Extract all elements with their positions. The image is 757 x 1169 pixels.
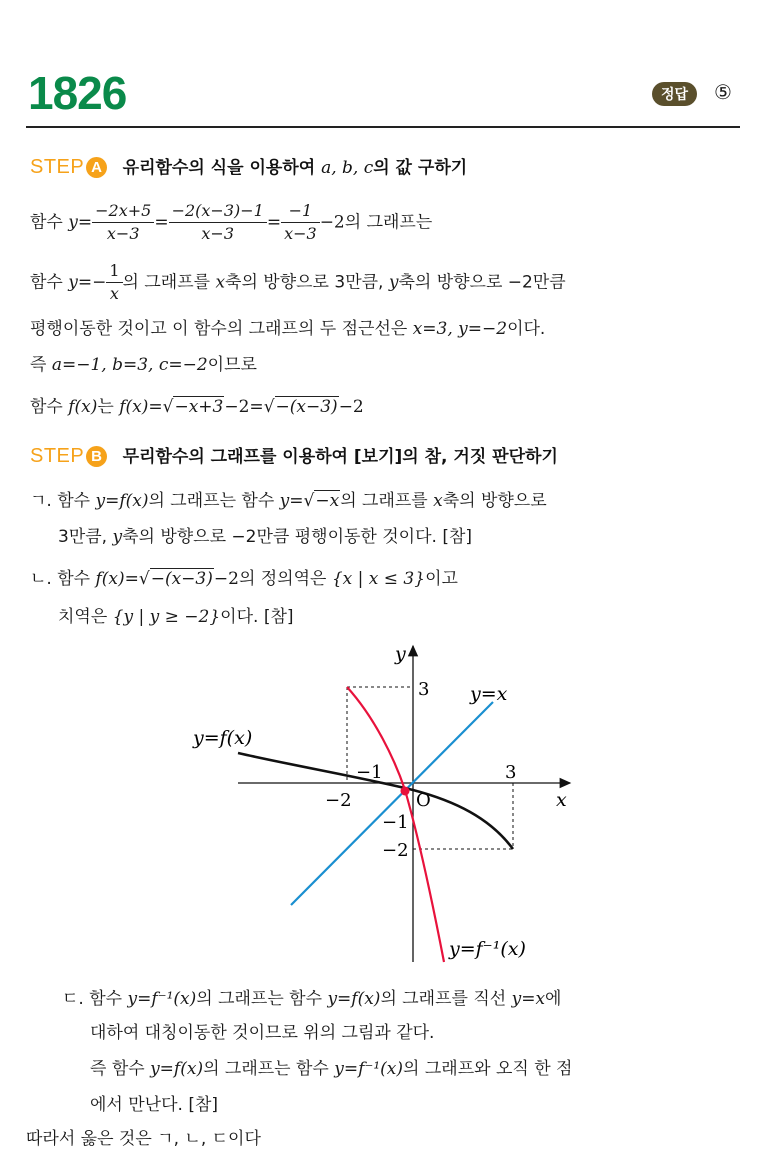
- fraction-2: $\frac{-2(x-3)-1}{x-3}$: [169, 200, 267, 245]
- step-a-line-5: 함수 f(x)는 f(x)=√−x+3−2=√−(x−3)−2: [30, 397, 364, 417]
- label-f-inverse: y=f⁻¹(x): [449, 938, 526, 960]
- answer-value: ⑤: [714, 80, 732, 104]
- problem-number: 1826: [28, 67, 127, 119]
- step-a-line-2: 함수 y=− $\frac{1}{x}$ 의 그래프를 x축의 방향으로 3만큼, y축의 방향으로 −2만큼: [30, 261, 566, 303]
- origin-label: O: [416, 790, 431, 811]
- tick-x-3: 3: [505, 762, 517, 783]
- item-d-line-2: 대하여 대칭이동한 것이므로 위의 그림과 같다.: [90, 1023, 435, 1043]
- fraction-1-over-x: $\frac{1}{x}$: [106, 260, 122, 305]
- item-d-line-1: ㄷ. 함수 y=f⁻¹(x)의 그래프는 함수 y=f(x)의 그래프를 직선 y=x에: [62, 989, 562, 1009]
- step-a-label: STEP A: [30, 156, 107, 178]
- tick-x-neg2: −2: [325, 790, 352, 811]
- step-b-badge: B: [86, 446, 107, 467]
- fraction-3: $\frac{-1}{x-3}$: [281, 200, 320, 245]
- item-n-line-2: 치역은 {y | y ≥ −2}이다. [참]: [58, 607, 294, 627]
- step-b-label: STEP B: [30, 445, 107, 467]
- tick-y-neg1: −1: [382, 812, 409, 833]
- step-b-title: 무리함수의 그래프를 이용하여 [보기]의 참, 거짓 판단하기: [122, 447, 558, 467]
- tick-y-3: 3: [418, 679, 430, 700]
- label-y-equals-x: y=x: [470, 683, 508, 705]
- step-a-badge: A: [86, 157, 107, 178]
- x-axis-label: x: [556, 789, 567, 811]
- item-d-line-4: 에서 만난다. [참]: [90, 1095, 219, 1115]
- y-axis-label: y: [395, 643, 406, 665]
- tick-x-neg1: −1: [356, 762, 383, 783]
- step-a-title: 유리함수의 식을 이용하여 a, b, c의 값 구하기: [122, 158, 468, 178]
- conclusion: 따라서 옳은 것은 ㄱ, ㄴ, ㄷ이다: [26, 1129, 261, 1149]
- intersection-point: [401, 787, 410, 796]
- item-d-line-3: 즉 함수 y=f(x)의 그래프는 함수 y=f⁻¹(x)의 그래프와 오직 한 점: [90, 1059, 573, 1079]
- step-a-line-4: 즉 a=−1, b=3, c=−2이므로: [30, 355, 257, 375]
- label-f: y=f(x): [193, 727, 253, 749]
- fraction-1: $\frac{-2x+5}{x-3}$: [92, 200, 154, 245]
- line-y-equals-x: [291, 702, 493, 905]
- answer-badge: 정답: [652, 82, 697, 106]
- tick-y-neg2: −2: [382, 840, 409, 861]
- step-a-line-3: 평행이동한 것이고 이 함수의 그래프의 두 점근선은 x=3, y=−2이다.: [30, 319, 546, 339]
- item-n-line-1: ㄴ. 함수 f(x)=√−(x−3)−2의 정의역은 {x | x ≤ 3}이고: [30, 569, 458, 589]
- item-g-line-2: 3만큼, y축의 방향으로 −2만큼 평행이동한 것이다. [참]: [58, 527, 472, 547]
- step-a-line-1: 함수 y= $\frac{-2x+5}{x-3}$ = $\frac{-2(x-3)-1}{x-3}$ = $\frac{-1}{x-3}$ −2의 그래프는: [30, 201, 433, 243]
- item-g-line-1: ㄱ. 함수 y=f(x)의 그래프는 함수 y=√−x의 그래프를 x축의 방향으로: [30, 491, 547, 511]
